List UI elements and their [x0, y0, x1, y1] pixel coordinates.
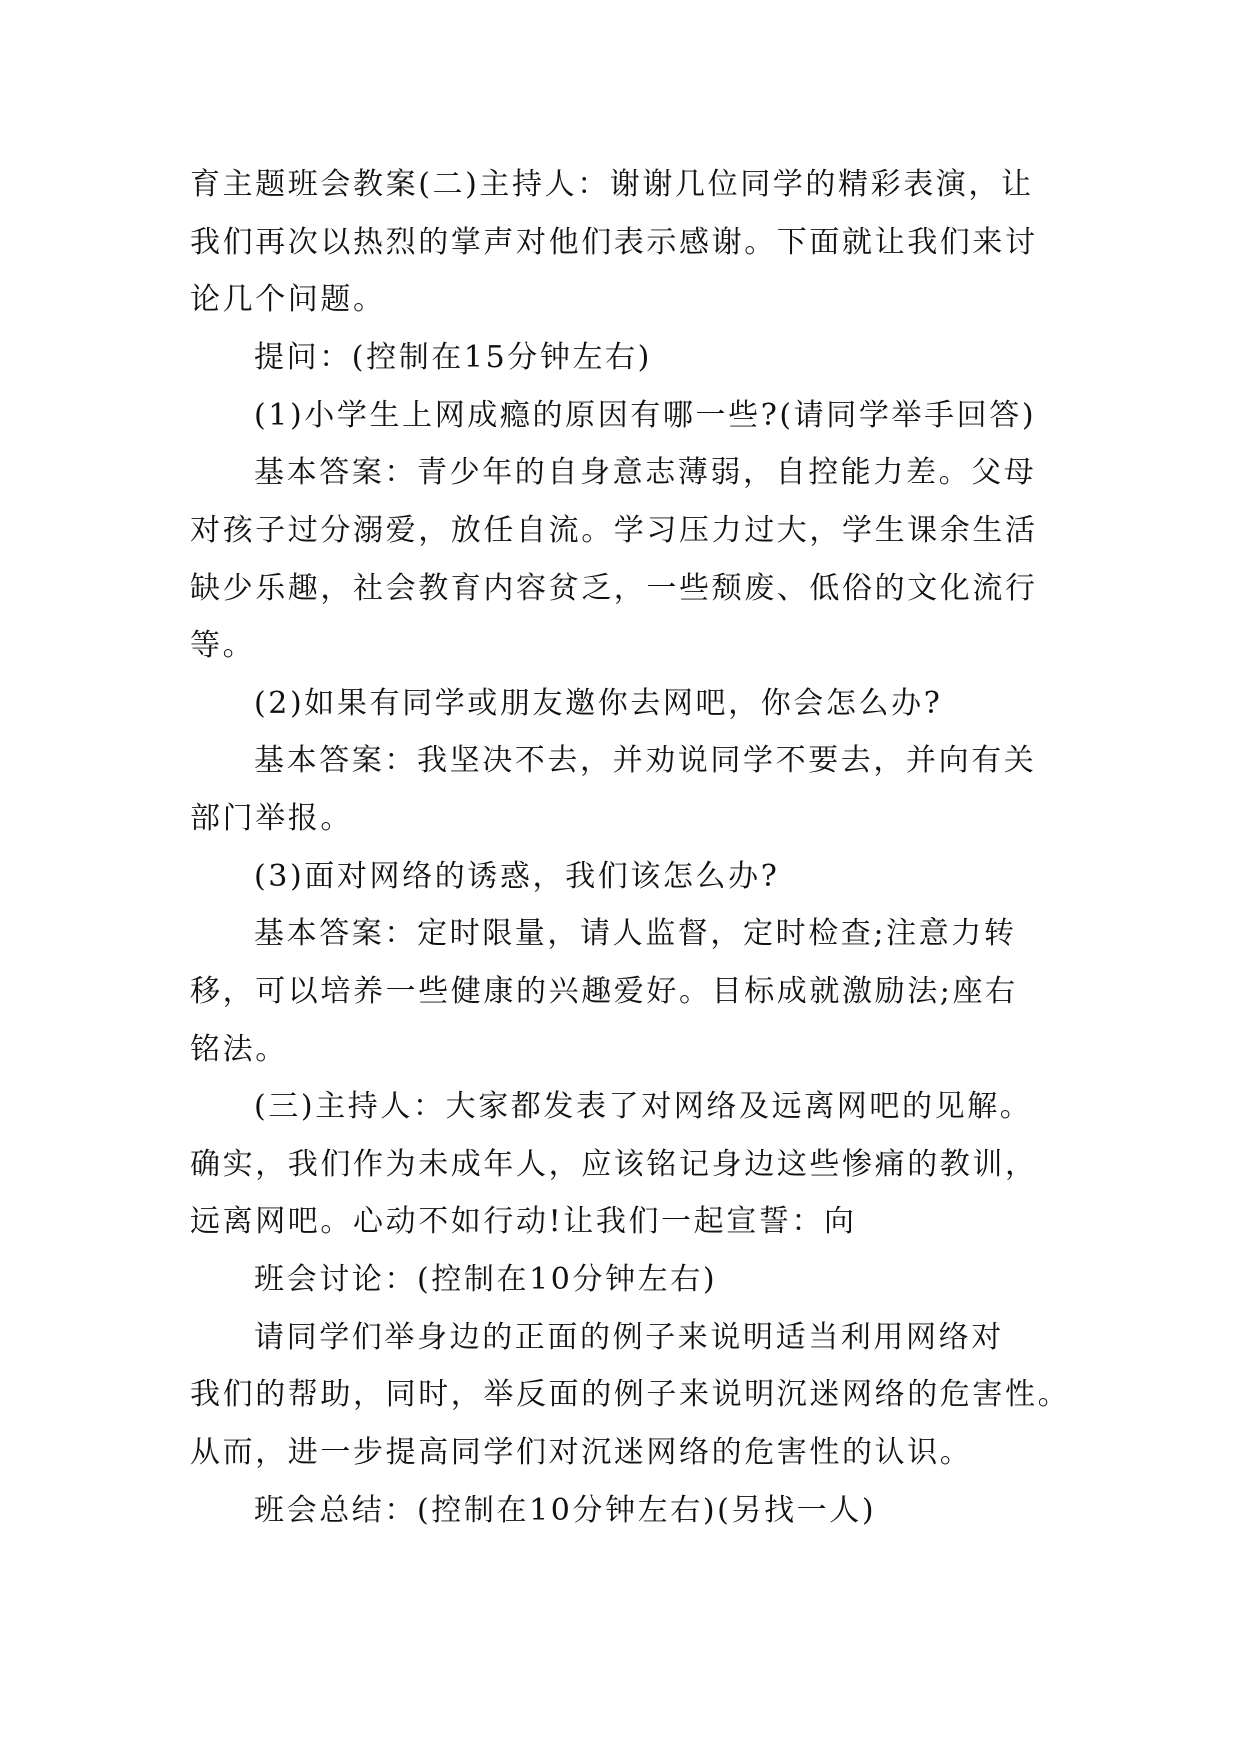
- text-line: 请同学们举身边的正面的例子来说明适当利用网络对: [254, 1320, 1004, 1355]
- text-line: 我们再次以热烈的掌声对他们表示感谢。下面就让我们来讨: [190, 225, 1038, 260]
- text-line: 铭法。: [190, 1032, 288, 1067]
- text-line: 部门举报。: [190, 801, 353, 836]
- text-line: 提问：(控制在15分钟左右): [254, 340, 652, 375]
- text-line: 基本答案：我坚决不去，并劝说同学不要去，并向有关: [254, 743, 1037, 778]
- text-line: (2)如果有同学或朋友邀你去网吧，你会怎么办?: [254, 686, 943, 721]
- text-line: 基本答案：青少年的自身意志薄弱，自控能力差。父母: [254, 455, 1037, 490]
- text-line: 等。: [190, 628, 256, 663]
- text-line: 育主题班会教案(二)主持人：谢谢几位同学的精彩表演，让: [190, 167, 1034, 202]
- text-line: 论几个问题。: [190, 282, 386, 317]
- text-line: 远离网吧。心动不如行动!让我们一起宣誓：向: [190, 1204, 857, 1239]
- text-line: 基本答案：定时限量，请人监督，定时检查;注意力转: [254, 916, 1017, 951]
- text-line: (3)面对网络的诱惑，我们该怎么办?: [254, 859, 780, 894]
- text-line: 班会总结：(控制在10分钟左右)(另找一人): [254, 1493, 877, 1528]
- text-line: 移，可以培养一些健康的兴趣爱好。目标成就激励法;座右: [190, 974, 1018, 1009]
- text-line: 我们的帮助，同时，举反面的例子来说明沉迷网络的危害性。: [190, 1377, 1071, 1412]
- text-line: 对孩子过分溺爱，放任自流。学习压力过大，学生课余生活: [190, 513, 1038, 548]
- text-line: 缺少乐趣，社会教育内容贫乏，一些颓废、低俗的文化流行: [190, 571, 1038, 606]
- text-line: 确实，我们作为未成年人，应该铭记身边这些惨痛的教训，: [190, 1147, 1038, 1182]
- text-line: (1)小学生上网成瘾的原因有哪一些?(请同学举手回答): [254, 398, 1037, 433]
- text-line: 班会讨论：(控制在10分钟左右): [254, 1262, 718, 1297]
- text-line: (三)主持人：大家都发表了对网络及远离网吧的见解。: [254, 1089, 1033, 1124]
- text-line: 从而，进一步提高同学们对沉迷网络的危害性的认识。: [190, 1435, 973, 1470]
